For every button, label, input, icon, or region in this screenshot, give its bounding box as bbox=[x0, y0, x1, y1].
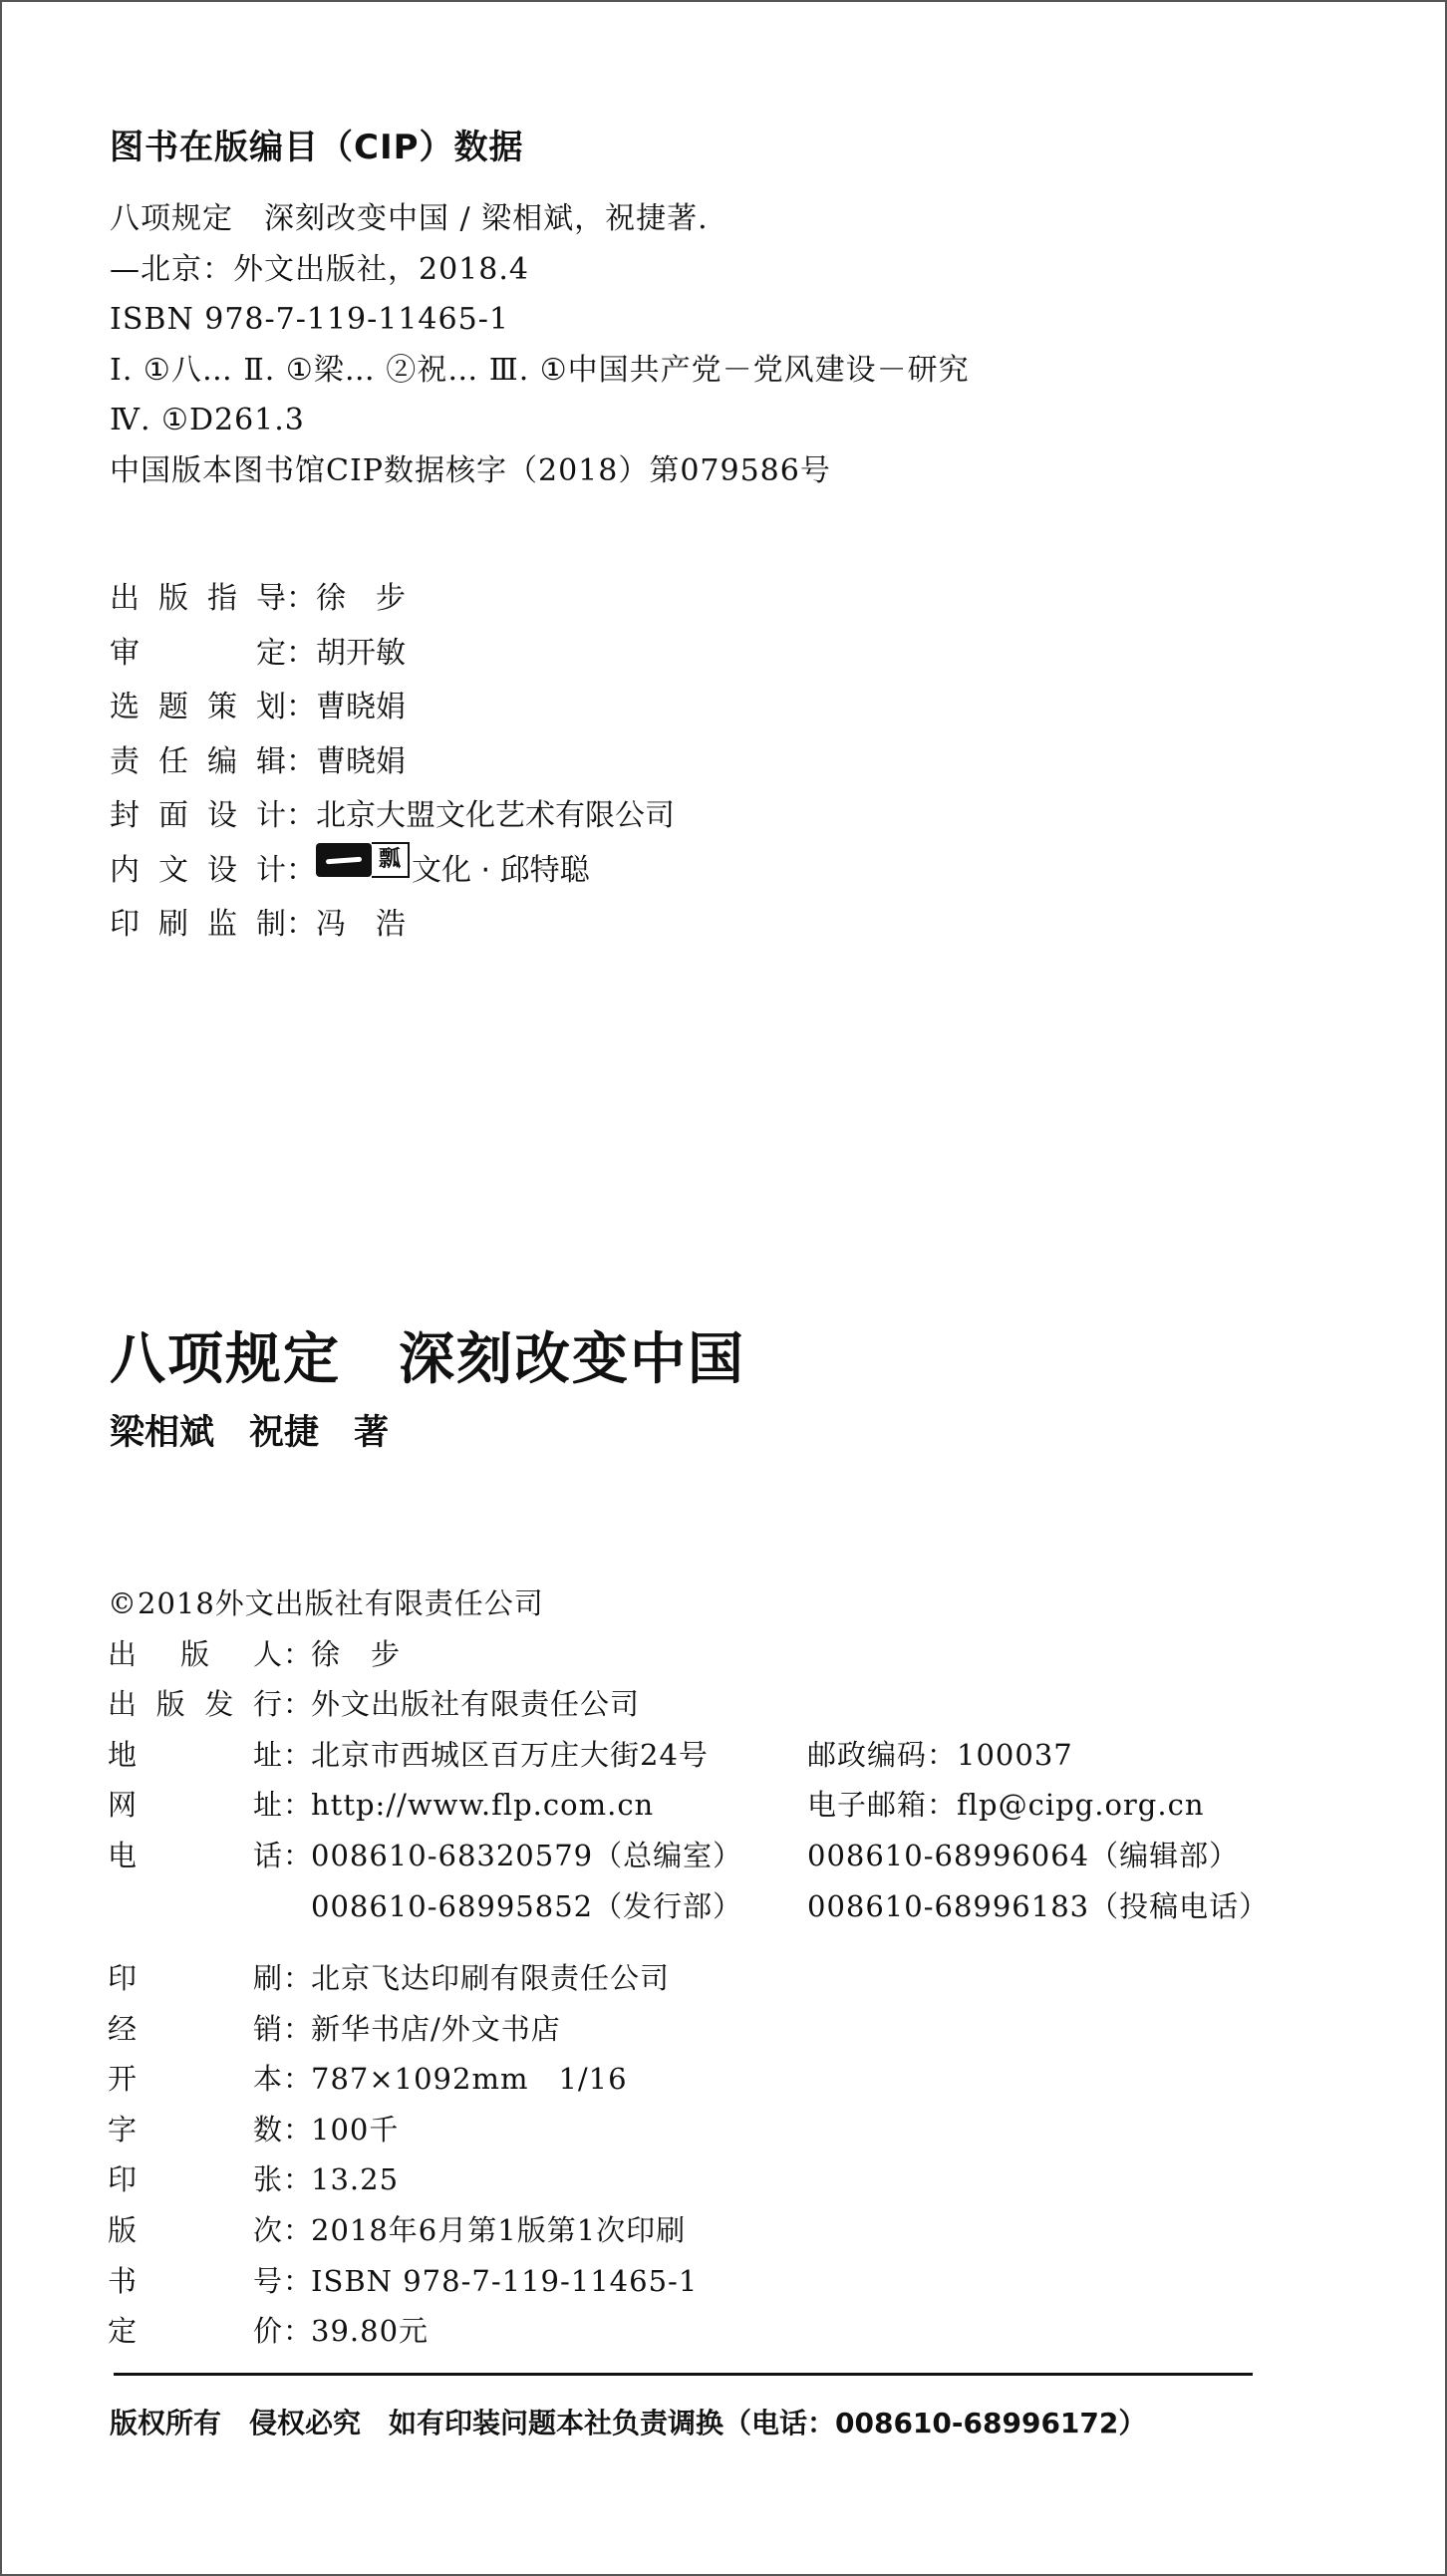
copyright-line: ©2018外文出版社有限责任公司 bbox=[108, 1586, 544, 1620]
spec-row: 字数 ： 100千 bbox=[108, 2112, 400, 2147]
pub-row-website: 网址 ： http://www.flp.com.cn 电子邮箱：flp@cipg.org.cn bbox=[108, 1780, 742, 1831]
phone-number: 008610-68995852（发行部） bbox=[311, 1888, 743, 1923]
cip-line-title: 八项规定 深刻改变中国 / 梁相斌，祝捷著. bbox=[110, 201, 709, 236]
pub-row-phone: 电话 ： 008610-68320579（总编室） 008610-68996064（编辑部） bbox=[108, 1831, 742, 1881]
cip-line-imprint: —北京：外文出版社，2018.4 bbox=[110, 251, 529, 287]
staff-label: 出版指导 bbox=[110, 581, 286, 616]
cip-line-subjects: Ⅰ. ①八… Ⅱ. ①梁… ②祝… Ⅲ. ①中国共产党－党风建设－研究 bbox=[110, 352, 970, 388]
staff-value: 曹晓娟 bbox=[316, 743, 406, 779]
cip-line-verification: 中国版本图书馆CIP数据核字（2018）第079586号 bbox=[110, 452, 831, 488]
phone-number: 008610-68996064（编辑部） bbox=[807, 1838, 1240, 1872]
logo-char: 瓢 bbox=[372, 842, 410, 878]
staff-label: 选题策划 bbox=[110, 690, 286, 724]
staff-label: 审定 bbox=[110, 635, 286, 671]
staff-credits bbox=[110, 572, 675, 953]
book-authors: 梁相斌 祝捷 著 bbox=[110, 1413, 390, 1453]
email-link[interactable]: flp@cipg.org.cn bbox=[957, 1788, 1205, 1823]
staff-row: 选题策划 ： 曹晓娟 bbox=[110, 681, 675, 735]
staff-value: 北京大盟文化艺术有限公司 bbox=[316, 798, 675, 833]
website-link[interactable]: http://www.flp.com.cn bbox=[311, 1788, 655, 1823]
spec-row: 开本 ： 787×1092mm 1/16 bbox=[108, 2062, 628, 2097]
rights-notice: 版权所有 侵权必究 如有印装问题本社负责调换（电话：008610-68996172） bbox=[110, 2407, 1147, 2439]
staff-value: 徐 步 bbox=[316, 581, 406, 616]
staff-row: 封面设计 ： 北京大盟文化艺术有限公司 bbox=[110, 789, 675, 844]
book-specs bbox=[108, 1953, 698, 2357]
staff-row: 印刷监制 ： 冯 浩 bbox=[110, 898, 675, 953]
staff-label: 内文设计 bbox=[110, 852, 286, 888]
email: 电子邮箱：flp@cipg.org.cn bbox=[807, 1788, 1205, 1823]
staff-value: 胡开敏 bbox=[316, 635, 406, 671]
publishing-info bbox=[108, 1578, 1270, 1931]
spec-row: 版次 ： 2018年6月第1版第1次印刷 bbox=[108, 2212, 687, 2247]
staff-value: 冯 浩 bbox=[316, 907, 406, 942]
staff-label: 封面设计 bbox=[110, 798, 286, 833]
staff-label: 责任编辑 bbox=[110, 743, 286, 779]
book-title: 八项规定 深刻改变中国 bbox=[110, 1326, 745, 1392]
pub-row-publisher: 出版人 ： 徐 步 bbox=[108, 1636, 402, 1671]
cip-heading: 图书在版编目（CIP）数据 bbox=[110, 128, 524, 167]
pub-row-phone-2 bbox=[108, 1881, 1270, 1932]
divider-rule bbox=[114, 2373, 1253, 2376]
staff-row: 内文设计 ： 瓢 文化 · 邱特聪 bbox=[110, 844, 675, 899]
phone-number: 008610-68996183（投稿电话） bbox=[807, 1888, 1270, 1923]
staff-row: 审定 ： 胡开敏 bbox=[110, 627, 675, 682]
spec-row: 定价 ： 39.80元 bbox=[108, 2314, 430, 2349]
pub-row-distributor: 出版发行 ： 外文出版社有限责任公司 bbox=[108, 1687, 641, 1722]
pub-row-address: 地址 ： 北京市西城区百万庄大街24号 邮政编码：100037 bbox=[108, 1730, 742, 1781]
staff-row: 出版指导 ： 徐 步 bbox=[110, 572, 675, 627]
staff-value: 曹晓娟 bbox=[316, 690, 406, 724]
spec-row: 印张 ： 13.25 bbox=[108, 2162, 400, 2197]
cip-line-isbn: ISBN 978-7-119-11465-1 bbox=[110, 302, 509, 337]
cip-line-classification: Ⅳ. ①D261.3 bbox=[110, 403, 305, 437]
cip-record bbox=[110, 194, 970, 496]
spec-row: 书号 ： ISBN 978-7-119-11465-1 bbox=[108, 2263, 699, 2298]
staff-row: 责任编辑 ： 曹晓娟 bbox=[110, 735, 675, 790]
logo-black-block bbox=[316, 843, 372, 877]
phone-number: 008610-68320579（总编室） bbox=[311, 1838, 743, 1872]
postcode: 邮政编码：100037 bbox=[807, 1737, 1073, 1772]
staff-label: 印刷监制 bbox=[110, 907, 286, 942]
spec-row: 经销 ： 新华书店/外文书店 bbox=[108, 2011, 561, 2046]
spec-row: 印刷 ： 北京飞达印刷有限责任公司 bbox=[108, 1961, 671, 1995]
staff-value: 文化 · 邱特聪 bbox=[412, 852, 590, 888]
yipiao-logo-icon bbox=[316, 842, 410, 878]
